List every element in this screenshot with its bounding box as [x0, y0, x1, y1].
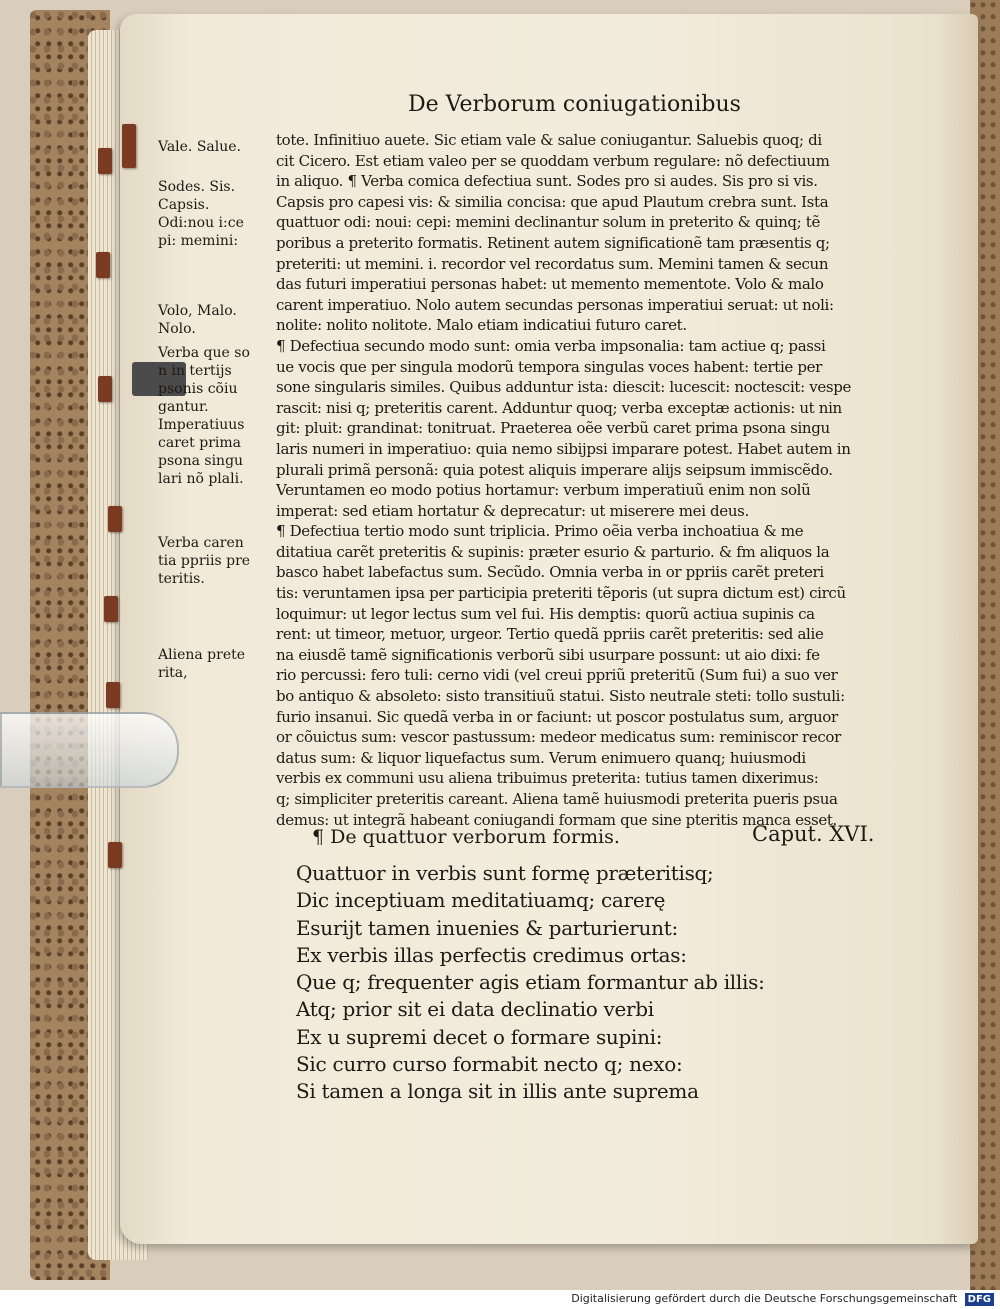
page-tab — [108, 842, 122, 868]
body-line: ¶ Defectiua tertio modo sunt triplicia. Primo oẽia verba inchoatiua & me — [276, 522, 804, 541]
body-line: nolite: nolito nolitote. Malo etiam indicatiui futuro caret. — [276, 316, 687, 335]
margin-note: Verba caren tia ppriis pre teritis. — [158, 535, 251, 587]
margin-note: Verba que so n in tertijs psonis cõiu gantur. Imperatiuus caret prima psona singu lari nõ plali. — [158, 345, 250, 487]
verse-line: Quattuor in verbis sunt formę præteritisq; — [296, 861, 714, 885]
body-line: Veruntamen eo modo potius hortamur: verbum imperatiuũ enim non solũ — [276, 481, 811, 500]
body-line: ditatiua carẽt preteritis & supinis: præter esurio & parturio. & fm aliquos la — [276, 542, 830, 561]
page-tab — [104, 596, 118, 622]
verse-block — [296, 860, 916, 1106]
margin-note: Volo, Malo. Nolo. — [158, 303, 237, 337]
body-line: quattuor odi: noui: cepi: memini declinantur solum in preterito & quinq; tẽ — [276, 213, 820, 232]
margin-note: Aliena prete rita, — [158, 647, 246, 681]
body-line: tote. Infinitiuo auete. Sic etiam vale & salue coniugantur. Saluebis quoq; di — [276, 131, 822, 149]
verse-line: Esurijt tamen inuenies & parturierunt: — [296, 915, 678, 940]
funding-note: Digitalisierung gefördert durch die Deutsche Forschungsgemeinschaft — [571, 1292, 958, 1305]
body-line: Capsis pro capesi vis: & similia concisa: que apud Plautum crebra sunt. Ista — [276, 192, 829, 211]
body-line: na eiusdẽ tamẽ significationis verborũ sibi usurpare possunt: ut aio dixi: fe — [276, 645, 820, 664]
page-tab — [108, 506, 122, 532]
body-line: basco habet labefactus sum. Secũdo. Omnia verba in or ppriis carẽt preteri — [276, 563, 824, 582]
body-line: ¶ Defectiua secundo modo sunt: omia verba impsonalia: tam actiue q; passi — [276, 336, 826, 355]
body-line: poribus a preterito formatis. Retinent autem significationẽ tam præsentis q; — [276, 233, 830, 252]
body-line: tis: veruntamen ipsa per participia preteriti tẽporis (ut supra dictum est) circũ — [276, 584, 846, 603]
body-line: rio percussi: fero tuli: cerno vidi (vel creui ppriũ preteritũ (Sum fui) a suo ver — [276, 666, 838, 685]
body-line: carent imperatiuo. Nolo autem secundas personas imperatiui seruat: ut noli: — [276, 295, 834, 314]
verse-line: Sic curro curso formabit necto q; nexo: — [296, 1052, 683, 1077]
page-tab — [106, 682, 120, 708]
dfg-logo: DFG — [965, 1293, 994, 1306]
verse-line: Ex u supremi decet o formare supini: — [296, 1024, 663, 1049]
body-line: bo antiquo & absoleto: sisto transitiuũ statui. Sisto neutrale steti: tollo sustuli: — [276, 687, 845, 706]
margin-note: Sodes. Sis. Capsis. Odi:nou i:ce pi: memini: — [158, 179, 244, 249]
body-line: in aliquo. ¶ Verba comica defectiua sunt. Sodes pro si audes. Sis pro si vis. — [276, 172, 818, 191]
chapter-number: Caput. XVI. — [752, 822, 875, 846]
body-line: das futuri imperatiui personas habet: ut memento mementote. Volo & malo — [276, 275, 824, 294]
body-line: cit Cicero. Est etiam valeo per se quoddam verbum regulare: nõ defectiuum — [276, 151, 830, 170]
body-line: q; simpliciter preteritis careant. Aliena tamẽ huiusmodi preterita pueris psua — [276, 790, 838, 808]
body-line: or cõuictus sum: vescor pastussum: medeor medicatus sum: reminiscor recor — [276, 728, 841, 747]
footer — [571, 1291, 994, 1307]
verse-line: Que q; frequenter agis etiam formantur ab illis: — [296, 970, 765, 995]
page-tab — [98, 148, 112, 174]
body-line: sone singularis similes. Quibus adduntur ista: diescit: lucescit: noctescit: vespe — [276, 378, 851, 397]
verse-line: Si tamen a longa sit in illis ante suprema — [296, 1079, 699, 1104]
body-line: git: pluit: grandinat: tonitruat. Praeterea oẽe verbũ caret prima psona singu — [276, 419, 830, 438]
verse-line: Dic inceptiuam meditatiuamq; carerę — [296, 888, 666, 913]
body-line: verbis ex communi usu aliena tribuimus preterita: tutius tamen dixerimus: — [276, 769, 819, 788]
body-line: ue vocis que per singula modorũ tempora singulas voces habent: tertie per — [276, 357, 822, 376]
chapter-title: ¶ De quattuor verborum formis. — [312, 826, 620, 848]
page-tab — [122, 124, 136, 168]
body-line: demus: ut integrã habeant coniugandi formam que sine pteritis manca esset. — [276, 810, 837, 829]
body-line: furio insanui. Sic quedã verba in or faciunt: ut poscor postulatus sum, arguor — [276, 707, 838, 726]
body-line: datus sum: & liquor liquefactus sum. Verum enimuero quanq; huiusmodi — [276, 748, 806, 767]
body-line: plurali primã personã: quia potest aliquis imperare alijs seipsum immiscẽdo. — [276, 460, 833, 479]
body-line: preteriti: ut memini. i. recordor vel recordatus sum. Memini tamen & secun — [276, 254, 829, 273]
page-header: De Verborum coniugationibus — [408, 92, 741, 117]
body-line: laris numeri in imperatiuo: quia nemo sibijpsi imparare potest. Habet autem in — [276, 439, 851, 458]
body-line: rascit: nisi q; preteritis carent. Adduntur quoq; verba exceptæ actionis: ut nin — [276, 398, 842, 417]
glass-slip — [0, 712, 179, 788]
body-line: rent: ut timeor, metuor, urgeor. Tertio quedã ppriis carẽt preteritis: sed alie — [276, 625, 824, 644]
page-tab — [98, 376, 112, 402]
margin-note: Vale. Salue. — [158, 139, 242, 155]
body-line: imperat: sed etiam hortatur & deprecatur: ut miserere mei deus. — [276, 501, 749, 520]
body-line: loquimur: ut legor lectus sum vel fui. His demptis: quorũ actiua supinis ca — [276, 604, 815, 623]
verse-line: Atq; prior sit ei data declinatio verbi — [296, 997, 654, 1022]
page-tab — [96, 252, 110, 278]
verse-line: Ex verbis illas perfectis credimus ortas: — [296, 942, 687, 967]
body-text — [276, 130, 906, 830]
